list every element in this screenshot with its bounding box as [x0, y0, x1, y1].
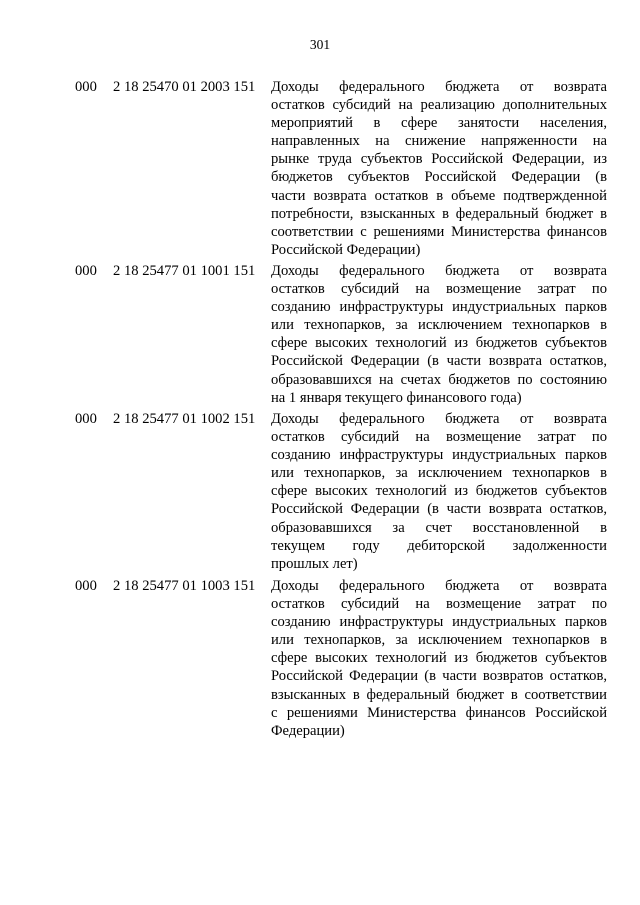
- description-line: Доходы федерального бюджета от возврата: [271, 411, 607, 427]
- entry-description: [271, 410, 607, 573]
- description-line: взысканных в федеральный бюджет в соответствии: [271, 686, 607, 703]
- description-line: образовавшихся на счетах бюджетов по состоянию: [271, 371, 607, 388]
- page-number: 301: [309, 37, 331, 52]
- description-line: направленных на снижение напряженности на: [271, 133, 607, 150]
- description-line: бюджетов субъектов Российской Федерации (в: [271, 169, 607, 186]
- description-line: Российской Федерации (в части возвратов остатков,: [271, 668, 607, 685]
- description-line: Доходы федерального бюджета от возврата: [271, 79, 607, 95]
- description-line: Российской Федерации (в части возврата остатков,: [271, 501, 607, 518]
- description-line: Доходы федерального бюджета от возврата: [271, 263, 607, 279]
- description-line: Российской Федерации (в части возврата остатков,: [271, 353, 607, 370]
- description-line: с решениями Министерства финансов Российской: [271, 704, 607, 721]
- description-line: на 1 января текущего финансового года): [271, 389, 522, 406]
- description-line: мероприятий в сфере занятости населения,: [271, 115, 607, 132]
- description-line: рынке труда субъектов Российской Федерации, из: [271, 151, 607, 168]
- admin-code: 000: [75, 411, 97, 427]
- description-line: потребности, взысканных в федеральный бюджет в: [271, 205, 607, 222]
- description-line: Федерации): [271, 722, 345, 739]
- description-line: остатков субсидий на возмещение затрат по: [271, 281, 607, 298]
- description-line: образовавшихся за счет восстановленной в: [271, 519, 607, 536]
- kbk-code: 2 18 25477 01 1003 151: [113, 578, 256, 594]
- description-line: части возврата остатков в объеме подтвержденной: [271, 187, 607, 204]
- description-line: Доходы федерального бюджета от возврата: [271, 578, 607, 594]
- description-line: остатков субсидий на возмещение затрат по: [271, 429, 607, 446]
- description-line: созданию инфраструктуры индустриальных парков: [271, 299, 607, 316]
- entry-description: [271, 78, 607, 259]
- admin-code: 000: [75, 578, 97, 594]
- description-line: или технопарков, за исключением технопарков в: [271, 465, 607, 482]
- description-line: остатков субсидий на возмещение затрат по: [271, 596, 607, 613]
- description-line: или технопарков, за исключением технопарков в: [271, 632, 607, 649]
- description-line: сфере высоких технологий из бюджетов субъектов: [271, 650, 607, 667]
- description-line: Российской Федерации): [271, 241, 421, 258]
- admin-code: 000: [75, 79, 97, 95]
- description-line: текущем году дебиторской задолженности: [271, 537, 607, 554]
- kbk-code: 2 18 25470 01 2003 151: [113, 79, 256, 95]
- description-line: сфере высоких технологий из бюджетов субъектов: [271, 335, 607, 352]
- admin-code: 000: [75, 263, 97, 279]
- entry-description: [271, 262, 607, 407]
- description-line: соответствии с решениями Министерства финансов: [271, 223, 607, 240]
- description-line: остатков субсидий на реализацию дополнительных: [271, 97, 607, 114]
- entry-description: [271, 577, 607, 740]
- description-line: сфере высоких технологий из бюджетов субъектов: [271, 483, 607, 500]
- description-line: прошлых лет): [271, 555, 358, 572]
- kbk-code: 2 18 25477 01 1001 151: [113, 263, 256, 279]
- description-line: или технопарков, за исключением технопарков в: [271, 317, 607, 334]
- description-line: созданию инфраструктуры индустриальных парков: [271, 447, 607, 464]
- description-line: созданию инфраструктуры индустриальных парков: [271, 614, 607, 631]
- kbk-code: 2 18 25477 01 1002 151: [113, 411, 256, 427]
